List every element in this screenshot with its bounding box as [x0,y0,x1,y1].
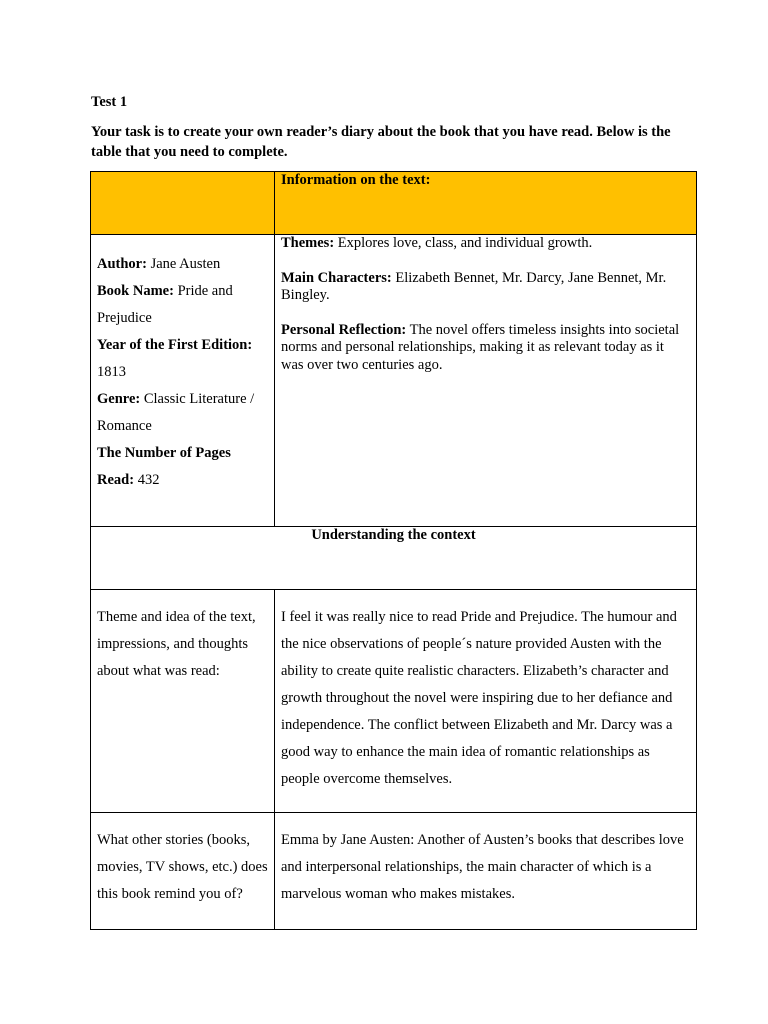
genre-value: Classic Literature / Romance [97,391,255,434]
year-line [97,332,268,386]
text-info-cell [275,235,697,527]
year-value: 1813 [97,364,126,380]
task-instructions: Your task is to create your own reader’s diary about the book that you have read. Below is the table that you need to complete. [91,124,671,160]
pages-value: 432 [137,472,160,488]
reflection-label: Personal Reflection: [281,321,407,338]
genre-label: Genre: [97,391,141,407]
themes-line [281,235,690,253]
context-heading-row [91,527,697,590]
year-label: Year of the First Edition: [97,337,253,353]
characters-label: Main Characters: [281,269,392,286]
book-name-value: Pride and Prejudice [97,283,233,326]
author-label: Author: [97,256,147,272]
author-line [97,251,268,278]
table-header-row [91,172,697,235]
characters-line [281,270,690,305]
question-cell: Theme and idea of the text, impressions, and thoughts about what was read: [91,590,275,813]
table-row [91,813,697,930]
book-name-line [97,278,268,332]
table-row [91,590,697,813]
themes-value: Explores love, class, and individual growth. [337,235,593,251]
context-heading: Understanding the context [91,527,697,590]
document-title: Test 1 [91,94,128,110]
reflection-line [281,322,690,375]
characters-value: Elizabeth Bennet, Mr. Darcy, Jane Bennet, Mr. Bingley. [281,269,667,303]
reader-diary-table [90,171,697,930]
header-left-cell [91,172,275,235]
book-info-row [91,235,697,527]
answer-cell: I feel it was really nice to read Pride and Prejudice. The humour and the nice observations of people´s nature provided Austen with the ability to create quite realistic characters. Elizabeth’s character and growth throughout the novel were inspiring due to her defiance and independence. The conflict between Elizabeth and Mr. Darcy was a good way to enhance the main idea of romantic relationships as people overcome themselves. [275,590,697,813]
author-value: Jane Austen [150,256,221,272]
pages-label: The Number of Pages Read: [97,445,231,488]
pages-line [97,440,268,494]
question-cell: What other stories (books, movies, TV shows, etc.) does this book remind you of? [91,813,275,930]
answer-cell: Emma by Jane Austen: Another of Austen’s books that describes love and interpersonal relationships, the main character of which is a marvelous woman who makes mistakes. [275,813,697,930]
book-details-cell [91,235,275,527]
header-information-cell: Information on the text: [275,172,697,235]
book-name-label: Book Name: [97,283,174,299]
reflection-value: The novel offers timeless insights into societal norms and personal relationships, making it as relevant today as it was over two centuries ago. [281,321,680,373]
themes-label: Themes: [281,235,335,251]
genre-line [97,386,268,440]
